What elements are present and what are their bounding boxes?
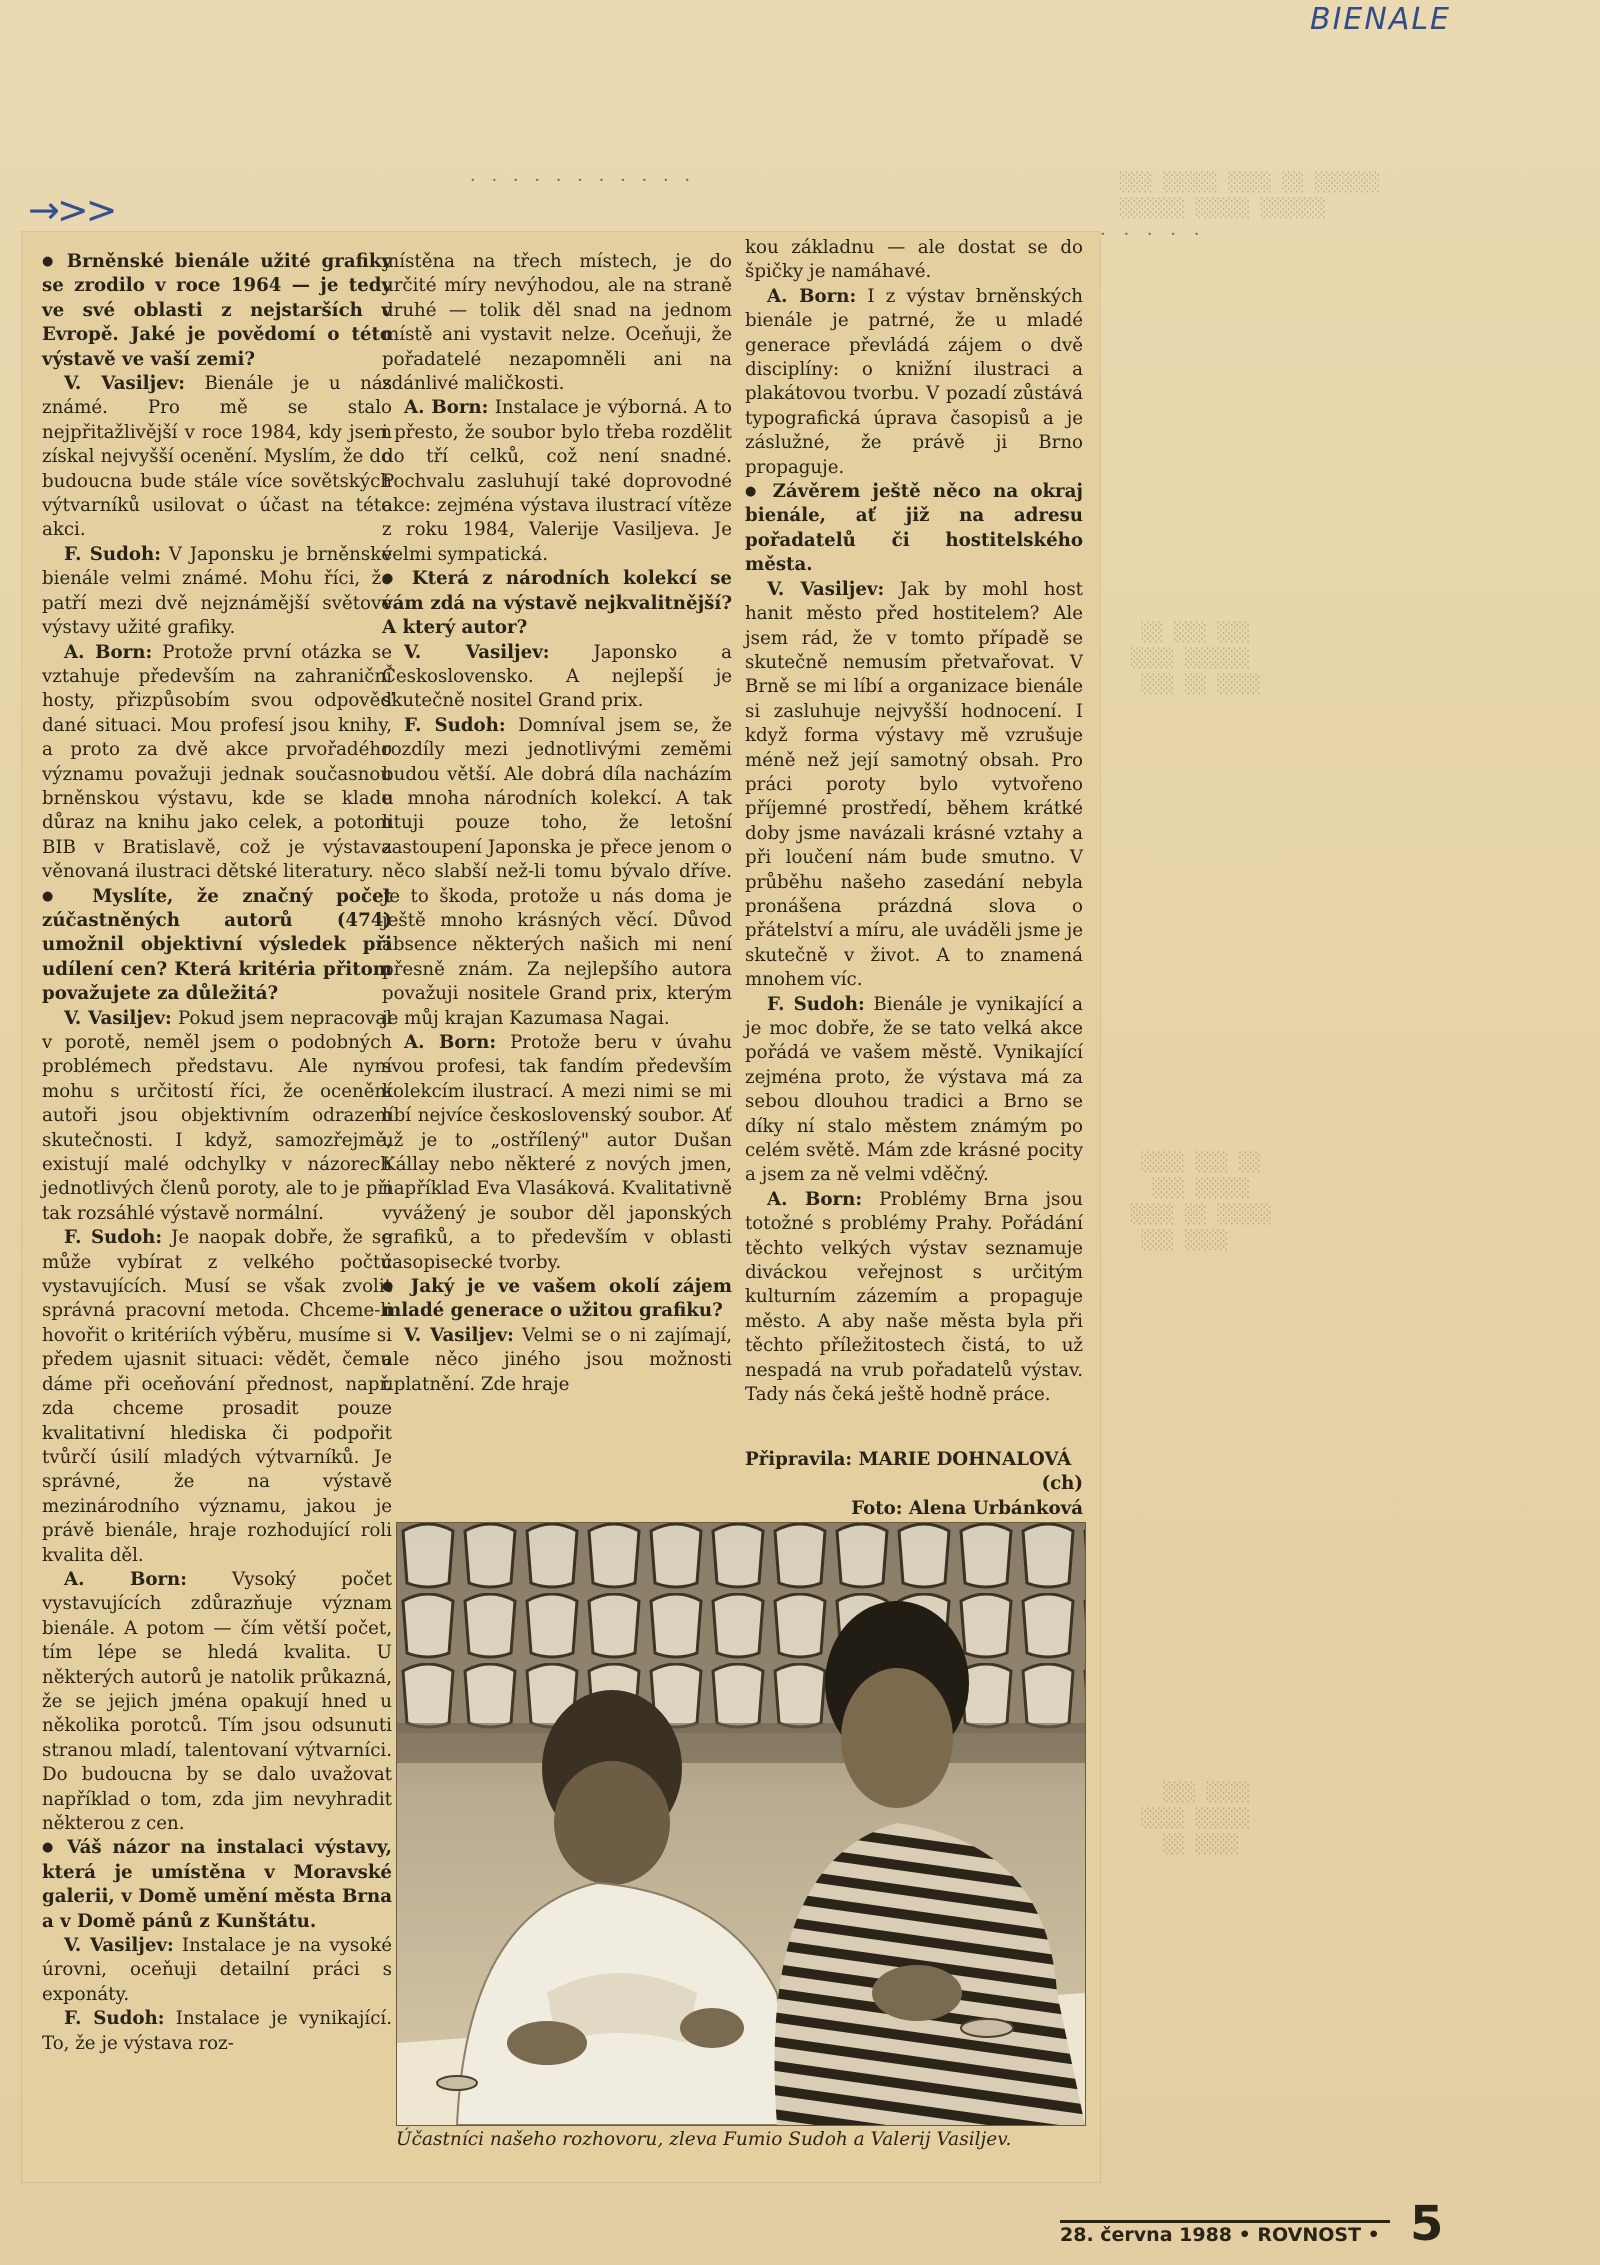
speaker-name: V. Vasiljev: bbox=[404, 641, 550, 663]
interview-question bbox=[745, 480, 1083, 578]
page-number: 5 bbox=[1410, 2196, 1444, 2252]
question-text: Která z národních kolekcí se vám zdá na výstavě nejkvalitnější? A který autor? bbox=[382, 568, 733, 639]
answer-text: Japonsko a Československo. A nejlepší je skutečně nositel Grand prix. bbox=[382, 641, 733, 712]
speaker-name: V. Vasiljev: bbox=[64, 1935, 174, 1957]
article-column-2 bbox=[382, 250, 732, 1397]
question-text: Jaký je ve vašem okolí zájem mladé generace o užitou grafiku? bbox=[382, 1276, 732, 1322]
speaker-name: F. Sudoh: bbox=[64, 543, 161, 565]
question-text: Závěrem ještě něco na okraj bienále, ať již na adresu pořadatelů či hostitelského města. bbox=[745, 481, 1083, 576]
speaker-name: V. Vasiljev: bbox=[767, 578, 885, 600]
photo-illustration bbox=[397, 1523, 1085, 2125]
question-text: Brněnské bienále užité grafiky se zrodilo v roce 1964 — je tedy ve své oblasti z nejstarších v Evropě. Jaké je povědomí o této výstavě ve vaší zemi? bbox=[42, 251, 392, 370]
folio-rule bbox=[1060, 2220, 1390, 2223]
bleed-through-texture: ░░░░ ░░░ ░░ ░░░ ░░░░░ ░░░░ ░░ ░░░░░ ░░░ ░░░░ bbox=[1130, 1152, 1272, 1251]
answer-text: Problémy Brna jsou totožné s problémy Prahy. Pořádání těchto velkých výstav seznamuje diváckou veřejnost s určitým kulturním zázemím a propaguje město. A aby naše města byla při těchto příležitostech čistá, to už nespadá na vrub pořadatelů výstav. Tady nás čeká ještě hodně práce. bbox=[745, 1188, 1083, 1406]
interview-photo bbox=[396, 1522, 1086, 2126]
speaker-name: A. Born: bbox=[767, 1188, 863, 1210]
answer-text: V Japonsku je brněnské bienále velmi známé. Mohu říci, že patří mezi dvě nejznámější světové výstavy užité grafiky. bbox=[42, 543, 392, 639]
answer-text: Vysoký počet vystavujících zdůrazňuje význam bienále. A potom — čím větší počet, tím lépe se hledá kvalita. U některých autorů je natolik průkazná, že se jejich jména opakují hned u několika porotců. Tím jsou odsunuti stranou mladí, talentovaní výtvarníci. Do budoucna by se dalo uvažovat například o tom, zda jim nevyhradit některou z cen. bbox=[42, 1568, 392, 1834]
handwritten-note: BIENALE bbox=[1310, 2, 1452, 37]
interview-answer bbox=[42, 1007, 392, 1227]
answer-text: Bienále je vynikající a je moc dobře, že se tato velká akce pořádá ve vašem městě. Vynikající zejména proto, že výstava má za sebou dlouhou tradici a Brno se díky ní stalo městem známým po celém světě. Mám zde krásné pocity a jsem za ně velmi vděčný. bbox=[745, 993, 1084, 1186]
continued-text: kou základnu — ale dostat se do špičky je namáhavé. bbox=[745, 237, 1083, 283]
interview-answer bbox=[382, 396, 732, 567]
bleed-through-texture: ░░░ ░░░░░ ░░░░ ░░ ░░░░░░ ░░░░░░ ░░░░░ ░░░░░░ bbox=[1120, 172, 1381, 219]
interview-answer bbox=[42, 543, 392, 641]
speaker-name: F. Sudoh: bbox=[404, 714, 506, 736]
speaker-name: V. Vasiljev: bbox=[64, 373, 186, 395]
speaker-name: F. Sudoh: bbox=[767, 993, 865, 1015]
interview-question bbox=[42, 1836, 392, 1934]
answer-text: Domníval jsem se, že rozdíly mezi jednotlivými zeměmi budou větší. Ale dobrá díla nacházím u mnoha národních kolekcí. A tak lituji pouze toho, že letošní zastoupení Japonska je přece jenom o něco slabší než-li tomu bývalo dříve. Je to škoda, protože u nás doma je ještě mnoho krásných věcí. Důvod absence některých našich mi není přesně znám. Za nejlepšího autora považuji nositele Grand prix, kterým je můj krajan Kazumasa Nagai. bbox=[382, 714, 733, 1029]
answer-text: Instalace je vynikající. To, že je výstava roz- bbox=[42, 2008, 392, 2054]
speaker-name: A. Born: bbox=[64, 1568, 187, 1590]
folio-date-masthead: 28. června 1988 • ROVNOST • bbox=[1060, 2224, 1380, 2246]
interview-answer bbox=[382, 1031, 732, 1275]
interview-answer bbox=[382, 641, 732, 714]
speaker-name: V. Vasiljev: bbox=[64, 1007, 172, 1029]
interview-answer bbox=[42, 372, 392, 543]
interview-answer bbox=[42, 1934, 392, 2007]
interview-answer bbox=[382, 1324, 732, 1397]
credits bbox=[745, 1448, 1083, 1521]
interview-answer bbox=[42, 1568, 392, 1836]
interview-question bbox=[42, 885, 392, 1007]
interview-answer bbox=[42, 2007, 392, 2056]
continued-text: místěna na třech místech, je do určité míry nevýhodou, ale na straně druhé — tolik děl snad na jednom místě ani vystavit nelze. Oceňuji, že pořadatelé nezapomněli ani na zdánlivé maličkosti. bbox=[382, 251, 732, 395]
answer-text: Instalace je výborná. A to i přesto, že soubor bylo třeba rozdělit do tří celků, což není snadné. Pochvalu zasluhují také doprovodné akce: zejména výstava ilustrací vítěze z roku 1984, Valerije Vasiljeva. Je velmi sympatická. bbox=[382, 397, 732, 565]
author-initials: (ch) bbox=[1041, 1473, 1083, 1495]
speaker-name: A. Born: bbox=[767, 285, 857, 307]
answer-text: Velmi se o ni zajímají, ale něco jiného jsou možnosti uplatnění. Zde hraje bbox=[382, 1324, 732, 1395]
answer-text: I z výstav brněnských bienále je patrné, že u mladé generace převládá zájem o dvě disciplíny: o knižní ilustraci a plakátovou tvorbu. V pozadí zůstává typografická úprava časopisů a je záslužné, že právě ji Brno propaguje. bbox=[745, 285, 1083, 478]
decorative-dots: · · · · · bbox=[1100, 224, 1206, 245]
interview-answer bbox=[42, 641, 392, 885]
article-column-1 bbox=[42, 250, 392, 2056]
photo-caption: Účastníci našeho rozhovoru, zleva Fumio Sudoh a Valerij Vasiljev. bbox=[396, 2129, 1012, 2150]
speaker-name: A. Born: bbox=[64, 641, 153, 663]
answer-text: Jak by mohl host hanit město před hostitelem? Ale jsem rád, že v tomto případě se skutečně nemusím přetvařovat. V Brně se mi líbí a organizace bienále si zasluhuje nejvyšší hodnocení. I když forma výstavy mě vzrušuje méně než její samotný obsah. Pro práci poroty bylo vytvořeno příjemné prostředí, během krátké doby jsme navázali krásné vztahy a při loučení nám bude smutno. V průběhu našeho zasedání nebyla pronášena prázdná slova o přátelství a míru, ale uváděli jsme je skutečně v život. A to znamená mnohem víc. bbox=[745, 578, 1083, 991]
interview-answer bbox=[745, 1188, 1083, 1408]
answer-text: Protože beru v úvahu svou profesi, tak fandím především kolekcím ilustrací. A mezi nimi se mi líbí nejvíce československý soubor. Ať už je to „ostřílený" autor Dušan Kállay nebo některé z nových jmen, například Eva Vlasáková. Kvalitativně vyvážený je soubor děl japonských grafiků, a to především v oblasti časopisecké tvorby. bbox=[382, 1032, 732, 1273]
article-column-3 bbox=[745, 236, 1083, 1408]
prepared-by: Připravila: MARIE DOHNALOVÁ bbox=[745, 1449, 1072, 1470]
bleed-through-texture: ░░ ░░░ ░░░ ░░░░ ░░░░░░ ░░░ ░░ ░░░░ bbox=[1130, 622, 1261, 695]
speaker-name: A. Born: bbox=[404, 397, 489, 419]
answer-text: Je naopak dobře, že se může vybírat z velkého počtu vystavujících. Musí se však zvolit správná pracovní metoda. Chceme-li hovořit o kritériích výběru, musíme si předem ujasnit situaci: vědět, čemu dáme při oceňování přednost, např. zda chceme prosadit pouze kvalitativní hlediska či podpořit tvůrčí úsilí mladých výtvarníků. Je správné, že na výstavě mezinárodního významu, jakou je právě bienále, hraje rozhodující roli kvalita děl. bbox=[42, 1227, 392, 1566]
interview-question bbox=[382, 1275, 732, 1324]
answer-text: Instalace je na vysoké úrovni, oceňuji detailní práci s exponáty. bbox=[42, 1935, 393, 2005]
handwritten-arrow-icon: →>> bbox=[28, 188, 115, 232]
bleed-through-texture: ░░░ ░░░░ ░░░░ ░░░░░ ░░ ░░░░ bbox=[1141, 1782, 1251, 1855]
interview-answer bbox=[745, 578, 1083, 993]
speaker-name: V. Vasiljev: bbox=[404, 1324, 514, 1346]
interview-answer bbox=[382, 714, 732, 1031]
photo-credit: Foto: Alena Urbánková bbox=[851, 1497, 1083, 1519]
interview-question bbox=[42, 250, 392, 372]
speaker-name: F. Sudoh: bbox=[64, 2008, 165, 2030]
interview-answer bbox=[42, 1226, 392, 1568]
interview-answer bbox=[745, 285, 1083, 480]
speaker-name: A. Born: bbox=[404, 1032, 497, 1053]
speaker-name: F. Sudoh: bbox=[64, 1227, 163, 1249]
question-text: Váš názor na instalaci výstavy, která je umístěna v Moravské galerii, v Domě umění města Brna a v Domě pánů z Kunštátu. bbox=[42, 1837, 392, 1932]
decorative-dots: · · · · · · · · · · · bbox=[470, 170, 696, 191]
answer-text: Protože první otázka se vztahuje především na zahraniční hosty, přizpůsobím svou odpověď dané situaci. Mou profesí jsou knihy, a proto za dvě akce prvořadého významu považuji jednak současnou brněnskou výstavu, kde se klade důraz na knihu jako celek, a potom BIB v Bratislavě, což je výstava věnovaná ilustraci dětské literatury. bbox=[42, 641, 392, 883]
question-text: Myslíte, že značný počet zúčastněných autorů (474) umožnil objektivní výsledek při udílení cen? Která kritéria přitom považujete za důležitá? bbox=[42, 885, 392, 1005]
interview-question bbox=[382, 567, 732, 640]
interview-answer bbox=[745, 993, 1083, 1188]
answer-text: Pokud jsem nepracoval v porotě, neměl jsem o podobných problémech představu. Ale nyní mohu s určitostí říci, že ocenění autoři jsou objektivním odrazem skutečnosti. I když, samozřejmě, existují malé odchylky v názorech jednotlivých členů poroty, ale to je při tak rozsáhlé výstavě normální. bbox=[42, 1007, 392, 1224]
answer-text: Bienále je u nás známé. Pro mě se stalo nejpřitažlivější v roce 1984, kdy jsem získal nejvyšší ocenění. Myslím, že do budoucna bude stále více sovětských výtvarníků usilovat o účast na této akci. bbox=[42, 373, 393, 541]
